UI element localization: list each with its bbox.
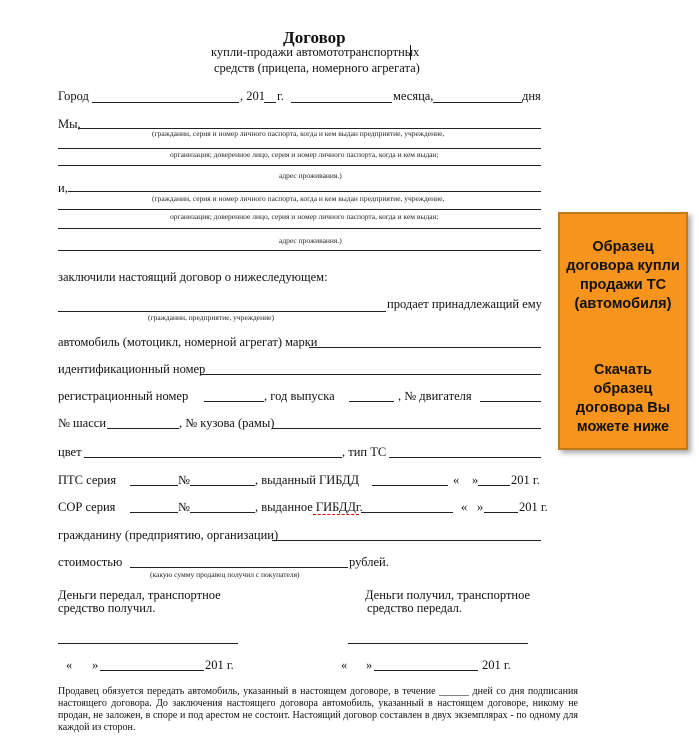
- engine-field[interactable]: [480, 401, 541, 402]
- cost-field[interactable]: [130, 567, 348, 568]
- party2-label: и,: [58, 181, 68, 195]
- year-made-field[interactable]: [349, 401, 394, 402]
- right-signature-field[interactable]: [348, 643, 528, 644]
- left-date-field[interactable]: [100, 670, 204, 671]
- party2-hint-1: (гражданин, серия и номер личного паспорта, когда и кем выдан предприятие, учреждение,: [152, 194, 445, 203]
- cost-label: стоимостью: [58, 555, 123, 569]
- pts-no-label: №: [178, 473, 190, 487]
- buyer-label: гражданину (предприятию, организации): [58, 528, 279, 542]
- party1-hint-1: (гражданин, серия и номер личного паспорта, когда и кем выдан предприятие, учреждение,: [152, 129, 445, 138]
- body-label: , № кузова (рамы): [179, 416, 275, 430]
- left-sign-text-2: средство получил.: [58, 601, 156, 615]
- sor-series-label: СОР серия: [58, 500, 116, 514]
- sor-series-field[interactable]: [130, 512, 178, 513]
- party2-hint-2: организация; доверенное лицо, серия и номер личного паспорта, когда и кем выдан;: [170, 212, 439, 221]
- year-made-label: , год выпуска: [264, 389, 335, 403]
- footer-paragraph: Продавец обязуется передать автомобиль, указанный в настоящем договоре, в течение ______ дней со дня подписания настоящего договора. До заключения настоящего договора автомобиль, указанный в настоящем договоре, никому не продан, не заложен, в споре и под арестом не состоит. Настоящий договор составлен в двух экземплярах - по одному для каждой из сторон.: [58, 686, 578, 733]
- party1-hint-2: организация; доверенное лицо, серия и номер личного паспорта, когда и кем выдан;: [170, 150, 439, 159]
- month-label: месяца,: [393, 89, 434, 103]
- right-quote-close: »: [366, 658, 373, 672]
- sor-issued-label: , выданное ГИБДДг.: [255, 500, 363, 514]
- banner-title: Образец договора купли продажи ТС (автомобиля): [566, 239, 680, 312]
- sor-issuer-field[interactable]: [361, 512, 453, 513]
- seller-hint: (гражданин, предприятие, учреждение): [148, 313, 274, 322]
- color-field[interactable]: [84, 457, 342, 458]
- party1-field-2[interactable]: [58, 148, 541, 149]
- pts-number-field[interactable]: [190, 485, 255, 486]
- right-year: 201 г.: [482, 658, 511, 672]
- right-sign-text-2: средство передал.: [367, 601, 462, 615]
- pts-issuer-field[interactable]: [372, 485, 448, 486]
- body-field[interactable]: [272, 428, 541, 429]
- sor-number-field[interactable]: [190, 512, 255, 513]
- month-field[interactable]: [291, 102, 392, 103]
- party1-hint-3: адрес проживания.): [279, 171, 342, 180]
- right-sign-text-1: Деньги получил, транспортное: [365, 588, 531, 602]
- year-field[interactable]: [264, 102, 276, 103]
- document-title: Договор: [283, 28, 346, 47]
- color-label: цвет: [58, 445, 82, 459]
- party2-field-3[interactable]: [58, 228, 541, 229]
- party2-field-4[interactable]: [58, 250, 541, 251]
- sells-text: продает принадлежащий ему: [387, 297, 542, 311]
- chassis-field[interactable]: [107, 428, 179, 429]
- cost-hint: (какую сумму продавец получил с покупателя): [150, 570, 300, 579]
- reg-number-field[interactable]: [204, 401, 264, 402]
- sor-quote-open: «: [461, 500, 468, 514]
- year-suffix: г.: [277, 89, 284, 103]
- chassis-label: № шасси: [58, 416, 107, 430]
- pts-year: 201 г.: [511, 473, 540, 487]
- download-sample-link[interactable]: Скачать образец договора Вы можете ниже: [575, 362, 671, 435]
- vehicle-label: автомобиль (мотоцикл, номерной агрегат) марки: [58, 335, 318, 349]
- left-year: 201 г.: [205, 658, 234, 672]
- party2-field-1[interactable]: [68, 191, 541, 192]
- vehicle-type-label: , тип ТС: [342, 445, 387, 459]
- day-label: дня: [522, 89, 541, 103]
- party1-label: Мы,: [58, 117, 81, 131]
- document-subtitle-line1: купли-продажи автомототранспортных: [211, 45, 420, 59]
- left-quote-close: »: [92, 658, 99, 672]
- sor-quote-close: »: [477, 500, 484, 514]
- sor-no-label: №: [178, 500, 190, 514]
- day-field[interactable]: [433, 102, 522, 103]
- year-prefix: , 201: [240, 89, 265, 103]
- left-signature-field[interactable]: [58, 643, 238, 644]
- sor-month-field[interactable]: [484, 512, 518, 513]
- pts-quote-open: «: [453, 473, 460, 487]
- spellcheck-underline: [313, 514, 359, 515]
- pts-series-label: ПТС серия: [58, 473, 117, 487]
- left-sign-text-1: Деньги передал, транспортное: [58, 588, 221, 602]
- party1-field-3[interactable]: [58, 165, 541, 166]
- reg-number-label: регистрационный номер: [58, 389, 189, 403]
- rubles-label: рублей.: [349, 555, 389, 569]
- engine-label: , № двигателя: [398, 389, 472, 403]
- party2-field-2[interactable]: [58, 209, 541, 210]
- right-date-field[interactable]: [374, 670, 478, 671]
- right-quote-open: «: [341, 658, 348, 672]
- vehicle-brand-field[interactable]: [309, 347, 541, 348]
- pts-quote-close: »: [472, 473, 479, 487]
- vehicle-type-field[interactable]: [389, 457, 541, 458]
- pts-series-field[interactable]: [130, 485, 178, 486]
- party2-hint-3: адрес проживания.): [279, 236, 342, 245]
- vin-label: идентификационный номер: [58, 362, 206, 376]
- sample-contract-banner[interactable]: [558, 212, 688, 450]
- pts-issued-label: , выданный ГИБДД: [255, 473, 360, 487]
- document-subtitle-line2: средств (прицепа, номерного агрегата): [214, 61, 420, 75]
- seller-field[interactable]: [58, 311, 386, 312]
- city-field[interactable]: [92, 102, 239, 103]
- left-quote-open: «: [66, 658, 73, 672]
- city-label: Город: [58, 89, 89, 103]
- pts-month-field[interactable]: [478, 485, 510, 486]
- buyer-field[interactable]: [272, 540, 541, 541]
- agreement-intro: заключили настоящий договор о нижеследующем:: [58, 270, 328, 284]
- sor-year: 201 г.: [519, 500, 548, 514]
- vin-field[interactable]: [201, 374, 541, 375]
- text-cursor: [410, 45, 411, 60]
- sor-issuer-word: ГИБДДг.: [315, 500, 363, 514]
